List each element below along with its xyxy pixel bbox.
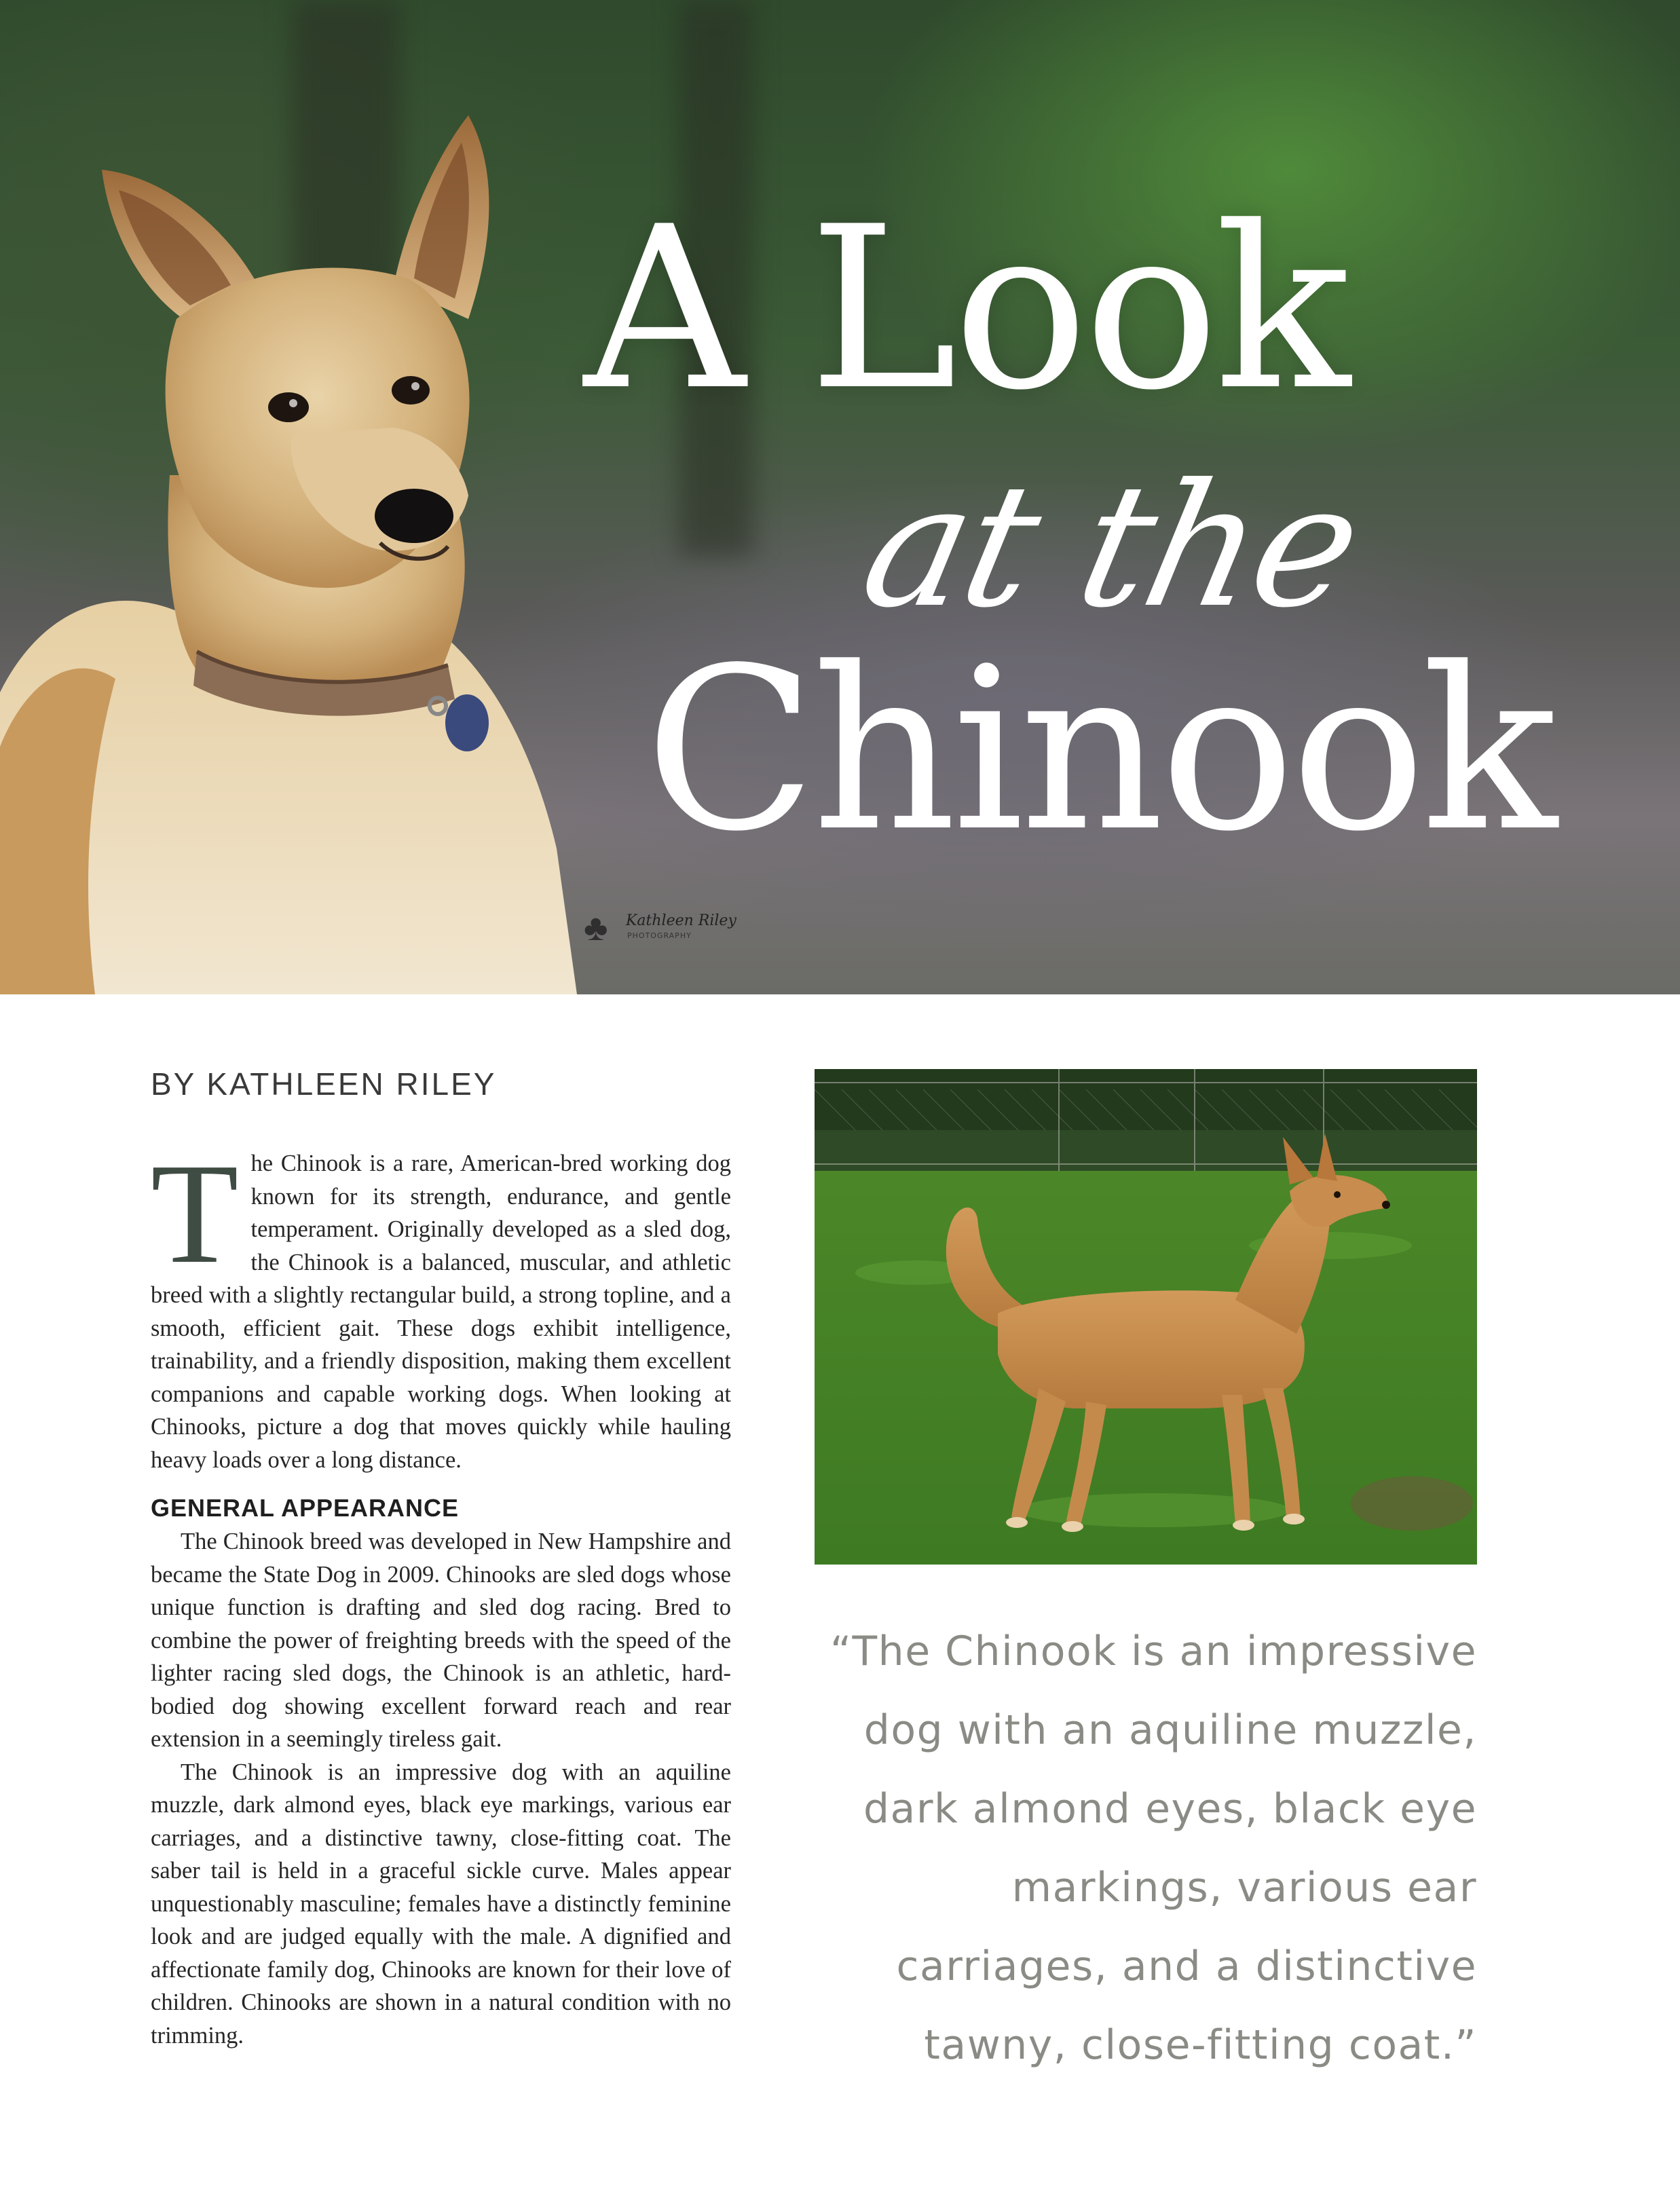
byline: BY KATHLEEN RILEY <box>151 1066 497 1102</box>
photo-credit-name: Kathleen Riley <box>626 912 736 929</box>
intro-text: he Chinook is a rare, American-bred working dog known for its strength, endurance, and gentle temperament. Originally developed as a sled dog, the Chinook is a balanced, muscular, and athletic breed with a slightly rectangular build, a strong topline, and a smooth, efficient gait. These dogs exhibit intelligence, trainability, and a friendly disposition, making them excellent companions and capable working dogs. When looking at Chinooks, picture a dog that moves quickly while hauling heavy loads over a long distance. <box>151 1150 731 1473</box>
stacked-dog-illustration <box>815 1069 1477 1565</box>
body-paragraph: The Chinook is an impressive dog with an aquiline muzzle, dark almond eyes, black eye markings, various ear carriages, and a distinctive tawny, close-fitting coat. The saber tail is held in a graceful sickle curve. Males appear unquestionably masculine; females have a distinctly feminine look and are judged equally with the male. A dignified and affectionate family dog, Chinooks are known for their love of children. Chinooks are shown in a natural condition with no trimming. <box>151 1759 731 2048</box>
article-left-column <box>151 1134 731 2052</box>
hero-title-line1: A Look <box>584 179 1347 439</box>
intro-paragraph <box>151 1134 731 1476</box>
hero-title-line2: at the <box>848 447 1375 645</box>
shamrock-icon: ♣ <box>584 908 608 948</box>
photo-credit-sub: PHOTOGRAPHY <box>627 931 692 940</box>
pull-quote: “The Chinook is an impressive dog with an aquiline muzzle, dark almond eyes, black eye markings, various ear carriages, and a distinctive tawny, close-fitting coat.” <box>829 1628 1477 2069</box>
hero-title-line3: Chinook <box>645 620 1554 880</box>
body-paragraph: The Chinook breed was developed in New Hampshire and became the State Dog in 2009. Chinooks are sled dogs whose unique function is drafting and sled dog racing. Bred to combine the power of freighting breeds with the speed of the lighter racing sled dogs, the Chinook is an athletic, hard-bodied dog showing excellent forward reach and rear extension in a seemingly tireless gait. <box>151 1529 731 1752</box>
section-heading: GENERAL APPEARANCE <box>151 1494 460 1522</box>
dropcap: T <box>151 1134 239 1293</box>
hero-banner <box>0 0 1680 994</box>
photo-credit-watermark <box>584 910 747 950</box>
article-dog-photo <box>815 1069 1477 1565</box>
